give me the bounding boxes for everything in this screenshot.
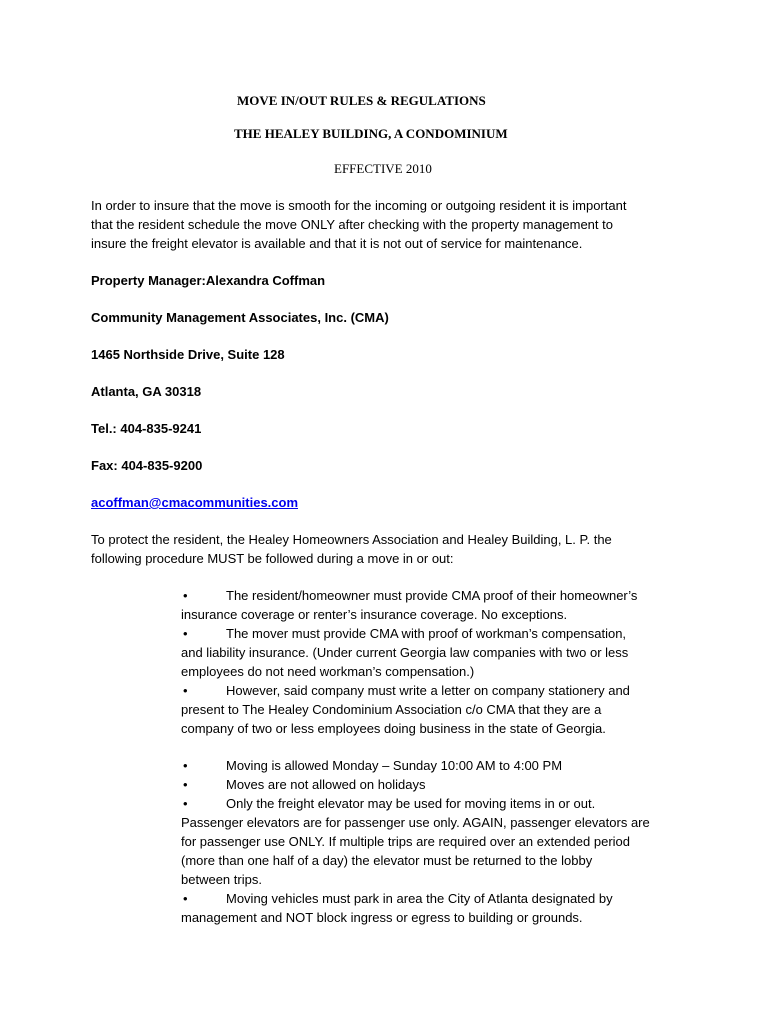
bullet-item-insurance <box>181 586 681 624</box>
bullet-icon: • <box>183 796 188 811</box>
bullet-icon: • <box>183 683 188 698</box>
bullet-text: Moving vehicles must park in area the City of Atlanta designated by <box>226 891 613 906</box>
bullet-item-freight-elevator <box>181 794 681 889</box>
bullet-text: Passenger elevators are for passenger use only. AGAIN, passenger elevators are <box>181 815 650 830</box>
procedure-intro-line: following procedure MUST be followed during a move in or out: <box>91 551 454 566</box>
bullet-text: (more than one half of a day) the elevator must be returned to the lobby <box>181 853 593 868</box>
bullet-text: company of two or less employees doing business in the state of Georgia. <box>181 721 606 736</box>
effective-date: EFFECTIVE 2010 <box>334 161 432 176</box>
bullet-icon: • <box>183 891 188 906</box>
building-name: THE HEALEY BUILDING, A CONDOMINIUM <box>234 126 508 141</box>
bullet-text: However, said company must write a letter on company stationery and <box>226 683 630 698</box>
bullet-text: management and NOT block ingress or egress to building or grounds. <box>181 910 583 925</box>
bullet-text: and liability insurance. (Under current Georgia law companies with two or less <box>181 645 629 660</box>
bullet-item-moving-hours <box>181 756 681 775</box>
bullet-icon: • <box>183 758 188 773</box>
bullet-text: Moving is allowed Monday – Sunday 10:00 AM to 4:00 PM <box>226 758 563 773</box>
company-address: 1465 Northside Drive, Suite 128 <box>91 347 285 362</box>
bullet-icon: • <box>183 588 188 603</box>
manager-email-link[interactable]: acoffman@cmacommunities.com <box>91 495 299 510</box>
intro-paragraph <box>91 196 691 253</box>
bullet-text: The resident/homeowner must provide CMA proof of their homeowner’s <box>226 588 638 603</box>
bullet-text: between trips. <box>181 872 262 887</box>
property-manager: Property Manager:Alexandra Coffman <box>91 273 326 288</box>
bullet-text: employees do not need workman’s compensation.) <box>181 664 475 679</box>
company-city: Atlanta, GA 30318 <box>91 384 202 399</box>
procedure-intro <box>91 530 691 568</box>
bullet-item-workmans-comp <box>181 624 681 681</box>
company-telephone: Tel.: 404-835-9241 <box>91 421 202 436</box>
bullet-text: for passenger use ONLY. If multiple trips are required over an extended period <box>181 834 630 849</box>
document-title: MOVE IN/OUT RULES & REGULATIONS <box>237 93 486 108</box>
management-company: Community Management Associates, Inc. (CMA) <box>91 310 389 325</box>
bullet-text: Only the freight elevator may be used for moving items in or out. <box>226 796 596 811</box>
bullet-text: present to The Healey Condominium Association c/o CMA that they are a <box>181 702 602 717</box>
company-fax: Fax: 404-835-9200 <box>91 458 203 473</box>
bullet-item-holidays <box>181 775 681 794</box>
intro-line: that the resident schedule the move ONLY after checking with the property management to <box>91 217 613 232</box>
bullet-text: insurance coverage or renter’s insurance coverage. No exceptions. <box>181 607 568 622</box>
bullet-icon: • <box>183 626 188 641</box>
bullet-item-vehicle-parking <box>181 889 681 927</box>
bullet-text: The mover must provide CMA with proof of workman’s compensation, <box>226 626 627 641</box>
intro-line: insure the freight elevator is available and that it is not out of service for maintenance. <box>91 236 583 251</box>
bullet-icon: • <box>183 777 188 792</box>
intro-line: In order to insure that the move is smooth for the incoming or outgoing resident it is important <box>91 198 627 213</box>
procedure-intro-line: To protect the resident, the Healey Homeowners Association and Healey Building, L. P. the <box>91 532 612 547</box>
bullet-text: Moves are not allowed on holidays <box>226 777 426 792</box>
bullet-item-company-letter <box>181 681 681 738</box>
